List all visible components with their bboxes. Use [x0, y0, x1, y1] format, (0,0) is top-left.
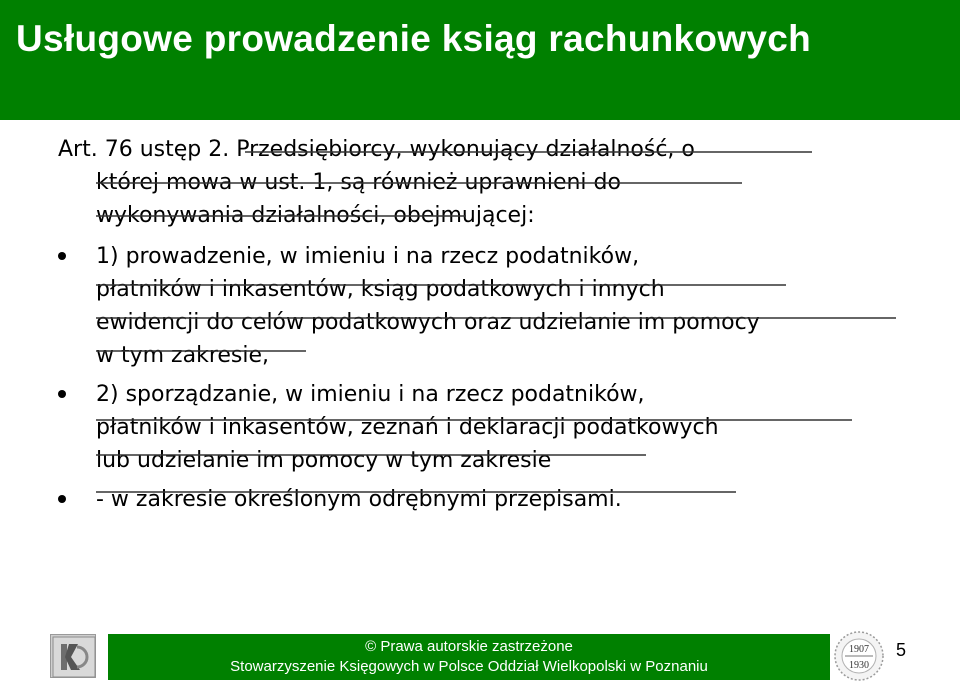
bullet-2-line-2: płatników i inkasentów, zeznań i deklaracji podatkowych — [96, 415, 719, 440]
footer-copyright: © Prawa autorskie zastrzeżone — [365, 638, 573, 655]
footer-organization: Stowarzyszenie Księgowych w Polsce Oddział Wielkopolski w Poznaniu — [230, 658, 708, 675]
seal-icon — [832, 630, 886, 682]
bullet-item-3 — [58, 483, 938, 516]
bullet-1-line-1: 1) prowadzenie, w imieniu i na rzecz podatników, — [96, 244, 640, 269]
bullet-dot — [58, 390, 66, 398]
bullet-item-1 — [58, 240, 938, 372]
bullet-1-line-2: płatników i inkasentów, ksiąg podatkowych i innych — [96, 277, 665, 302]
bullet-dot — [58, 252, 66, 260]
bullet-item-2 — [58, 378, 938, 477]
intro-paragraph — [58, 133, 938, 232]
anniversary-seal — [832, 630, 886, 682]
footer-band — [108, 634, 830, 680]
slide-body — [58, 133, 938, 516]
bullet-2-line-3: lub udzielanie im pomocy w tym zakresie — [96, 448, 552, 473]
bullet-2-line-1: 2) sporządzanie, w imieniu i na rzecz podatników, — [96, 382, 645, 407]
title-bar — [0, 0, 960, 120]
bullet-1-line-3: ewidencji do celów podatkowych oraz udzielanie im pomocy — [96, 310, 760, 335]
slide-title: Usługowe prowadzenie ksiąg rachunkowych — [16, 18, 812, 59]
intro-line-1: Art. 76 ustęp 2. Przedsiębiorcy, wykonujący działalność, o — [58, 137, 695, 162]
seal-year-bottom: 1930 — [849, 660, 869, 671]
page-number: 5 — [896, 640, 907, 660]
intro-line-3: wykonywania działalności, obejmującej: — [96, 203, 535, 228]
skwp-logo — [50, 634, 96, 678]
seal-year-top: 1907 — [849, 644, 869, 655]
bullet-1-line-4: w tym zakresie, — [96, 343, 270, 368]
bullet-3-line-1: - w zakresie określonym odrębnymi przepisami. — [96, 487, 622, 512]
bullet-dot — [58, 495, 66, 503]
skwp-logo-icon — [51, 635, 97, 679]
intro-line-2: której mowa w ust. 1, są również uprawnieni do — [96, 170, 621, 195]
